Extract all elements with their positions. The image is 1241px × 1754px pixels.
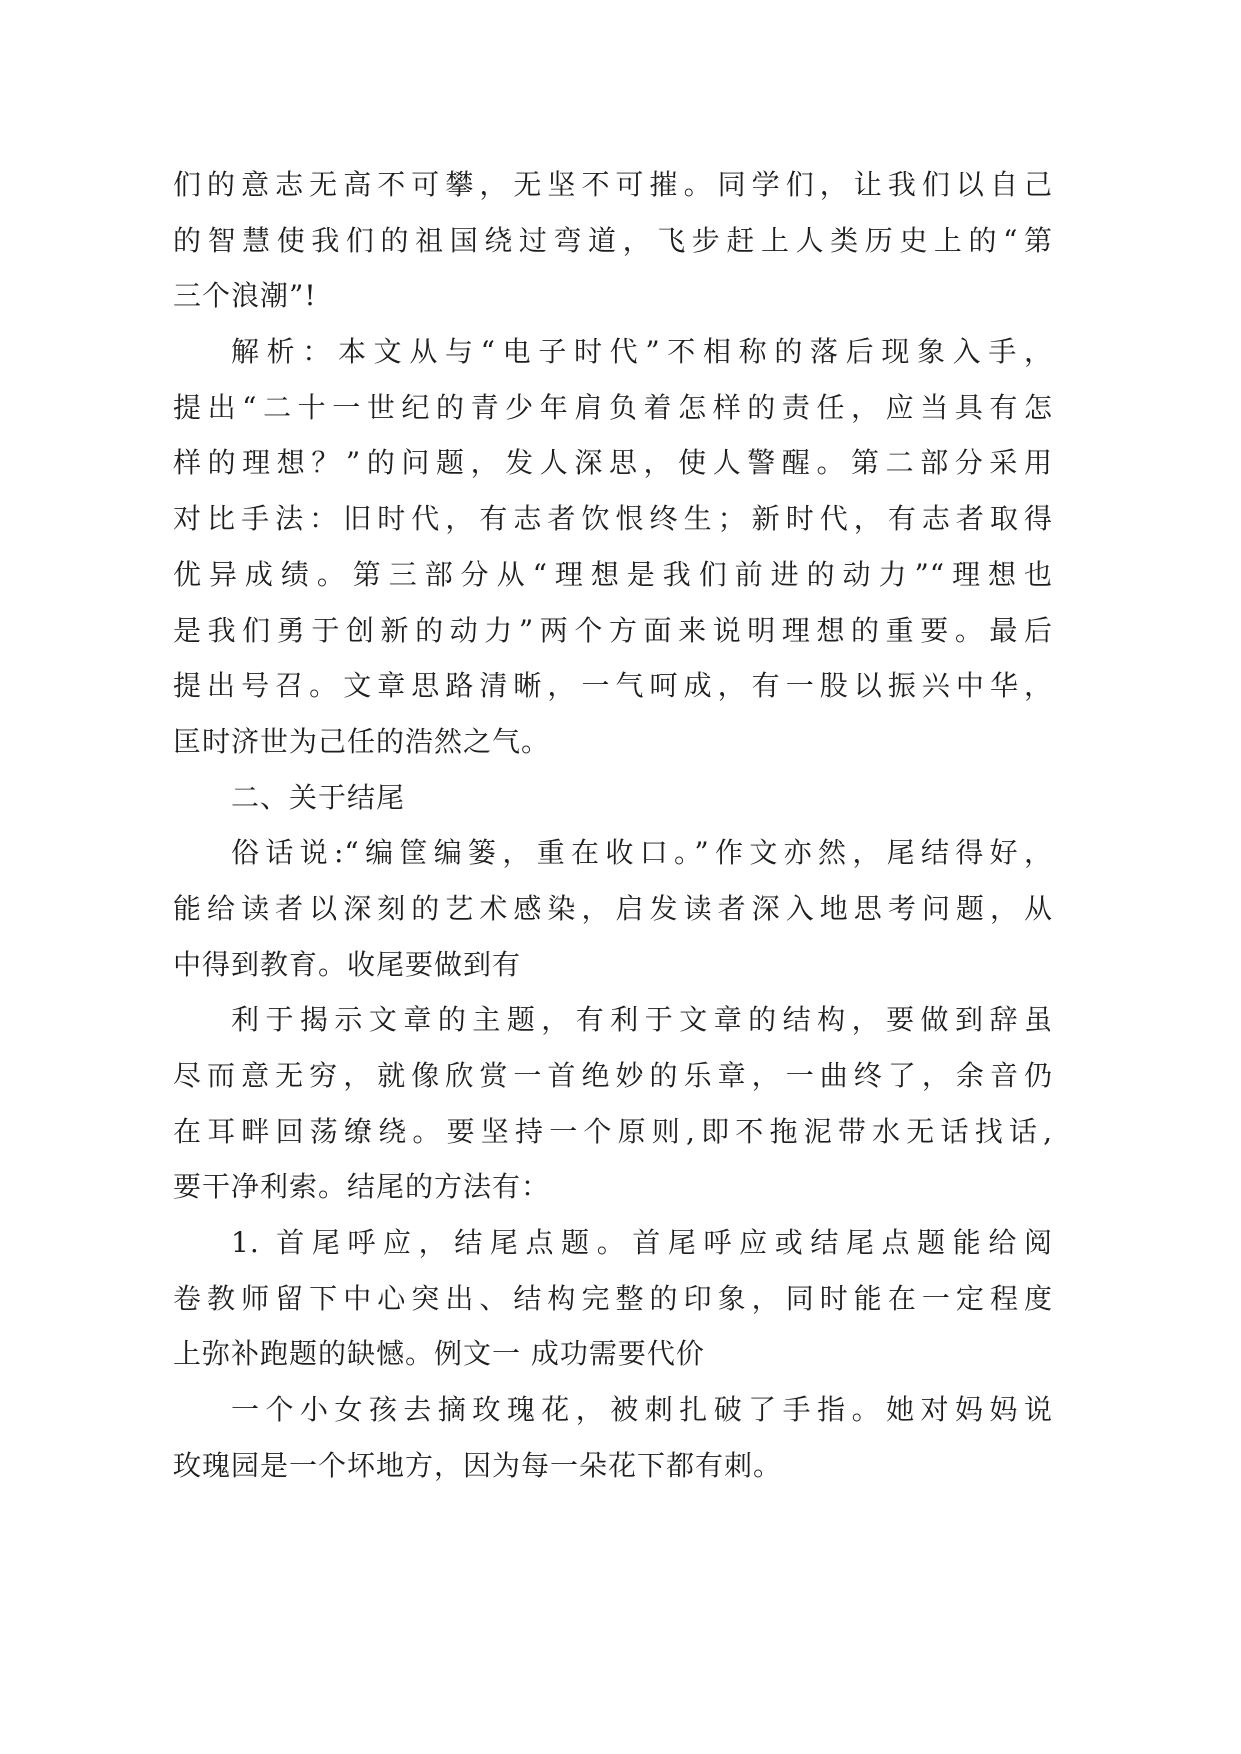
text-line: 们的意志无高不可攀，无坚不可摧。同学们，让我们以自己 bbox=[173, 168, 1053, 201]
section-heading-text: 二、关于结尾 bbox=[231, 780, 406, 814]
text-line: 提出“二十一世纪的青少年肩负着怎样的责任，应当具有怎 bbox=[173, 390, 1053, 424]
text-line: 在耳畔回荡缭绕。要坚持一个原则,即不拖泥带水无话找话, bbox=[173, 1114, 1053, 1148]
paragraph bbox=[173, 157, 1053, 324]
paragraph bbox=[173, 1382, 1053, 1493]
text-line: 三个浪潮”! bbox=[173, 279, 317, 313]
section-heading bbox=[173, 770, 1053, 826]
text-line: 俗话说:“编筐编篓，重在收口。”作文亦然，尾结得好， bbox=[231, 836, 1053, 870]
text-line: 要干净利索。结尾的方法有： bbox=[173, 1170, 551, 1204]
text-line: 尽而意无穷，就像欣赏一首绝妙的乐章，一曲终了，余音仍 bbox=[173, 1059, 1053, 1092]
text-line: 的智慧使我们的祖国绕过弯道，飞步赶上人类历史上的“第 bbox=[173, 223, 1053, 257]
text-line: 中得到教育。收尾要做到有 bbox=[173, 947, 522, 981]
text-line: 对比手法：旧时代，有志者饮恨终生；新时代，有志者取得 bbox=[173, 502, 1053, 536]
analysis-paragraph bbox=[173, 324, 1053, 770]
numbered-paragraph bbox=[173, 1215, 1053, 1382]
text-line: 1. 首尾呼应，结尾点题。首尾呼应或结尾点题能给阅 bbox=[231, 1226, 1053, 1260]
text-line: 上弥补跑题的缺憾。例文一 成功需要代价 bbox=[173, 1337, 705, 1371]
text-line: 是我们勇于创新的动力”两个方面来说明理想的重要。最后 bbox=[173, 613, 1053, 647]
text-line: 能给读者以深刻的艺术感染，启发读者深入地思考问题，从 bbox=[173, 891, 1053, 925]
text-line: 卷教师留下中心突出、结构完整的印象，同时能在一定程度 bbox=[173, 1281, 1053, 1315]
document-page bbox=[173, 157, 1053, 1494]
text-line: 样的理想？”的问题，发人深思，使人警醒。第二部分采用 bbox=[173, 446, 1053, 480]
paragraph bbox=[173, 825, 1053, 992]
text-line: 玫瑰园是一个坏地方，因为每一朵花下都有刺。 bbox=[173, 1448, 783, 1482]
paragraph bbox=[173, 992, 1053, 1215]
text-line: 解析：本文从与“电子时代”不相称的落后现象入手， bbox=[231, 335, 1053, 369]
text-line: 匡时济世为己任的浩然之气。 bbox=[173, 724, 551, 758]
text-line: 利于揭示文章的主题，有利于文章的结构，要做到辞虽 bbox=[231, 1003, 1053, 1037]
text-line: 一个小女孩去摘玫瑰花，被刺扎破了手指。她对妈妈说 bbox=[231, 1393, 1053, 1427]
text-line: 提出号召。文章思路清晰，一气呵成，有一股以振兴中华， bbox=[173, 669, 1053, 703]
text-line: 优异成绩。第三部分从“理想是我们前进的动力”“理想也 bbox=[173, 557, 1053, 591]
